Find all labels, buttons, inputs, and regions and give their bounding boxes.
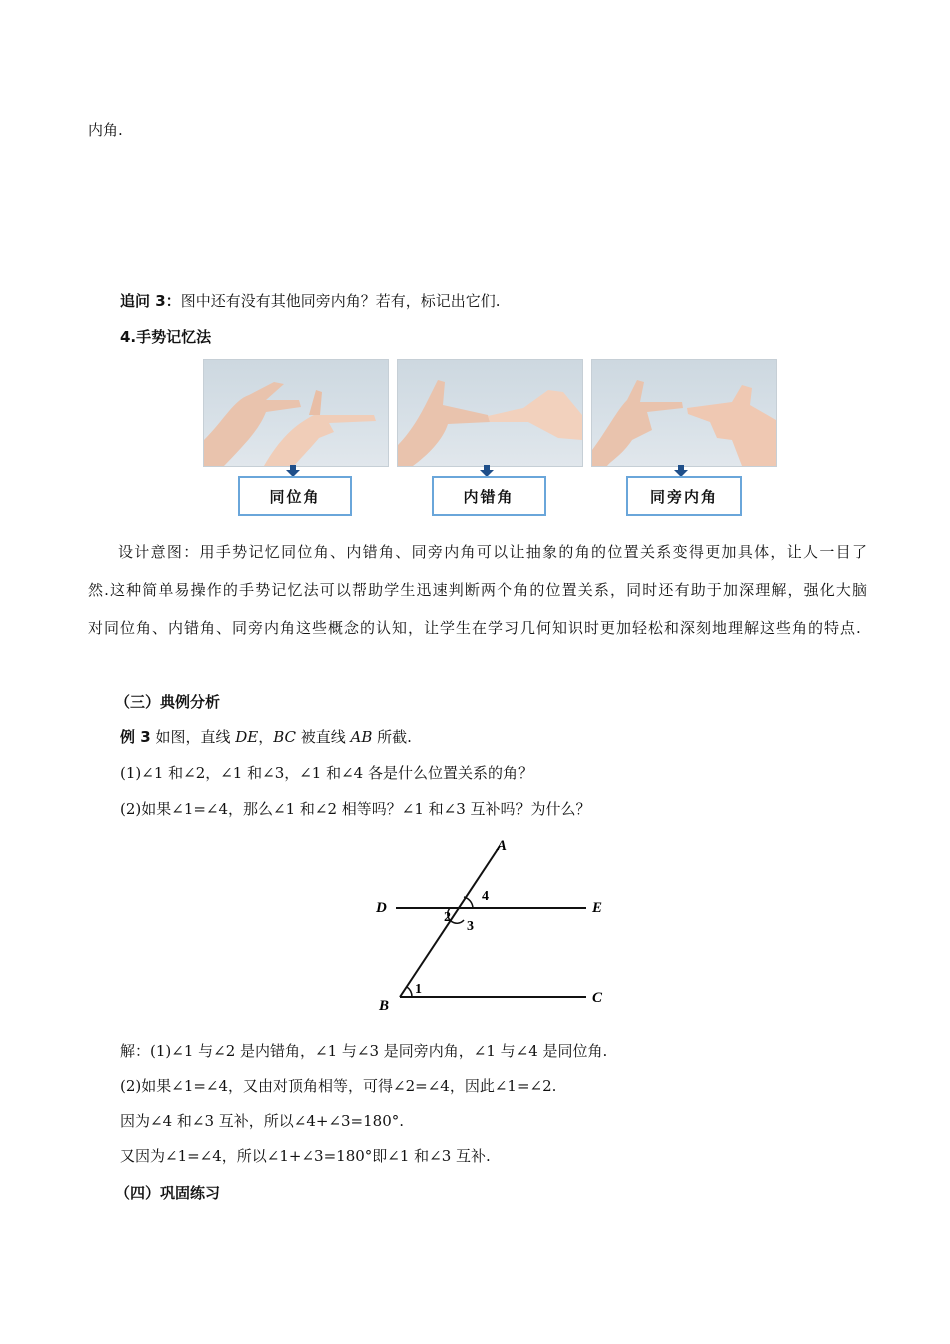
hand-gesture-image-3 [592, 360, 776, 466]
example-3-text: ， [258, 728, 274, 746]
gesture-photo-alternate [397, 359, 583, 467]
section-3-heading: （三）典例分析 [115, 693, 221, 711]
followup-3-sep: ： [165, 292, 181, 310]
section-4b-heading: （四）巩固练习 [115, 1184, 221, 1202]
line-bc: BC [273, 728, 296, 746]
solution-line-3: 因为∠4 和∠3 互补，所以∠4+∠3=180°. [120, 1112, 405, 1130]
gesture-photo-interior [591, 359, 777, 467]
hand-gesture-image-2 [398, 360, 582, 466]
line-de: DE [235, 728, 259, 746]
label-corresponding-angles: 同位角 [238, 476, 352, 516]
followup-3 [120, 291, 500, 311]
example-3-label: 例 3 [120, 728, 151, 746]
gesture-photo-corresponding [203, 359, 389, 467]
solution-line-1: 解：(1)∠1 与∠2 是内错角，∠1 与∠3 是同旁内角，∠1 与∠4 是同位角. [120, 1042, 608, 1060]
point-b: B [379, 998, 390, 1014]
angle-arc-1 [407, 987, 412, 997]
label-same-side-interior-angles: 同旁内角 [626, 476, 742, 516]
solution-line-2: (2)如果∠1=∠4，又由对顶角相等，可得∠2=∠4，因此∠1=∠2. [120, 1077, 557, 1095]
geometry-figure [360, 830, 620, 1020]
question-1: (1)∠1 和∠2，∠1 和∠3，∠1 和∠4 各是什么位置关系的角？ [120, 764, 533, 782]
angle-label-3: 3 [467, 919, 474, 934]
label-alternate-interior-angles: 内错角 [432, 476, 546, 516]
example-3 [120, 727, 412, 747]
line-ab: AB [350, 728, 373, 746]
angle-label-1: 1 [415, 982, 422, 997]
solution-line-4: 又因为∠1=∠4，所以∠1+∠3=180°即∠1 和∠3 互补. [120, 1147, 491, 1165]
point-d: D [376, 900, 387, 916]
question-2: (2)如果∠1=∠4，那么∠1 和∠2 相等吗？∠1 和∠3 互补吗？为什么？ [120, 800, 591, 818]
angle-label-4: 4 [482, 889, 489, 904]
example-3-text: 所截. [372, 728, 412, 746]
followup-3-label: 追问 3 [120, 292, 166, 310]
example-3-text: 被直线 [296, 728, 351, 746]
point-c: C [592, 990, 603, 1006]
hand-gesture-image-1 [204, 360, 388, 466]
example-3-text: 如图，直线 [150, 728, 236, 746]
top-text: 内角. [88, 121, 123, 139]
angle-label-2: 2 [444, 910, 451, 925]
point-e: E [592, 900, 603, 916]
point-a: A [497, 838, 508, 854]
followup-3-text: 图中还有没有其他同旁内角？若有，标记出它们. [180, 292, 501, 310]
section-4-heading: 4.手势记忆法 [120, 328, 212, 346]
design-intent-paragraph: 设计意图：用手势记忆同位角、内错角、同旁内角可以让抽象的角的位置关系变得更加具体，让人一目了然.这种简单易操作的手势记忆法可以帮助学生迅速判断两个角的位置关系，同时还有助于加深理解，强化大脑对同位角、内错角、同旁内角这些概念的认知，让学生在学习几何知识时更加轻松和深刻地理解这些角的特点. [88, 543, 868, 637]
